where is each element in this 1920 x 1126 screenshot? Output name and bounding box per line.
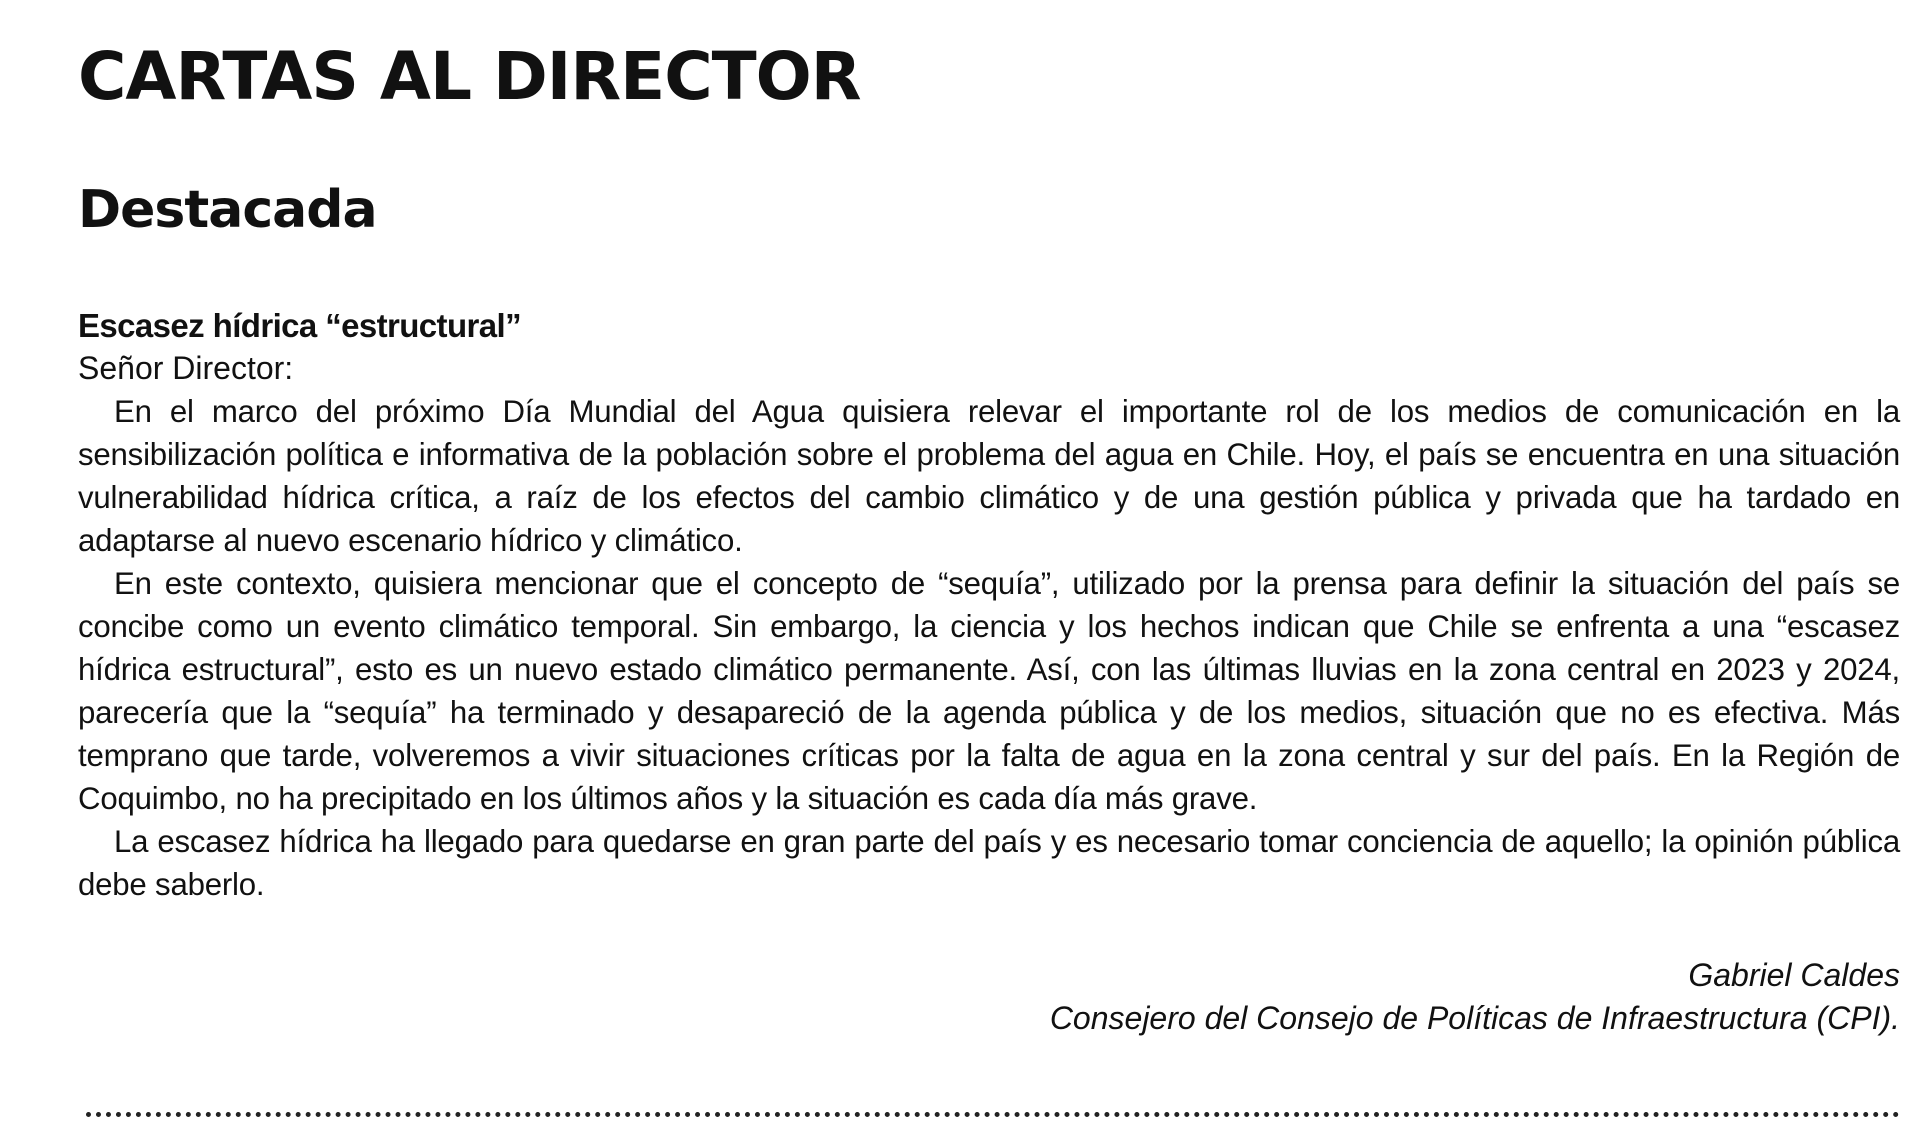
letter-salutation: Señor Director: bbox=[78, 350, 294, 386]
letter-signature bbox=[78, 954, 1900, 1040]
letter-paragraph-1: En el marco del próximo Día Mundial del Agua quisiera relevar el importante rol de los medios de comunicación en la sensibilización política e informativa de la población sobre el problema del agua en Chile. Hoy, el país se encuentra en una situación vulnerabilidad hídrica crítica, a raíz de los efectos del cambio climático y de una gestión pública y privada que ha tardado en adaptarse al nuevo escenario hídrico y climático. bbox=[78, 394, 1900, 558]
letter-paragraph-3: La escasez hídrica ha llegado para quedarse en gran parte del país y es necesario tomar conciencia de aquello; la opinión pública debe saberlo. bbox=[78, 824, 1900, 902]
featured-letter bbox=[78, 304, 1900, 1040]
subsection-title: Destacada bbox=[78, 180, 377, 240]
signature-role: Consejero del Consejo de Políticas de Infraestructura (CPI). bbox=[1049, 1000, 1900, 1036]
letter-paragraph-2: En este contexto, quisiera mencionar que el concepto de “sequía”, utilizado por la prensa para definir la situación del país se concibe como un evento climático temporal. Sin embargo, la ciencia y los hechos indican que Chile se enfrenta a una “escasez hídrica estructural”, esto es un nuevo estado climático permanente. Así, con las últimas lluvias en la zona central en 2023 y 2024, parecería que la “sequía” ha terminado y desapareció de la agenda pública y de los medios, situación que no es efectiva. Más temprano que tarde, volveremos a vivir situaciones críticas por la falta de agua en la zona central y sur del país. En la Región de Coquimbo, no ha precipitado en los últimos años y la situación es cada día más grave. bbox=[78, 566, 1900, 816]
signature-name: Gabriel Caldes bbox=[1688, 957, 1900, 993]
section-title: CARTAS AL DIRECTOR bbox=[78, 38, 861, 115]
letter-title: Escasez hídrica “estructural” bbox=[78, 307, 521, 344]
dotted-divider bbox=[86, 1112, 1900, 1117]
letters-page bbox=[78, 38, 1900, 1040]
